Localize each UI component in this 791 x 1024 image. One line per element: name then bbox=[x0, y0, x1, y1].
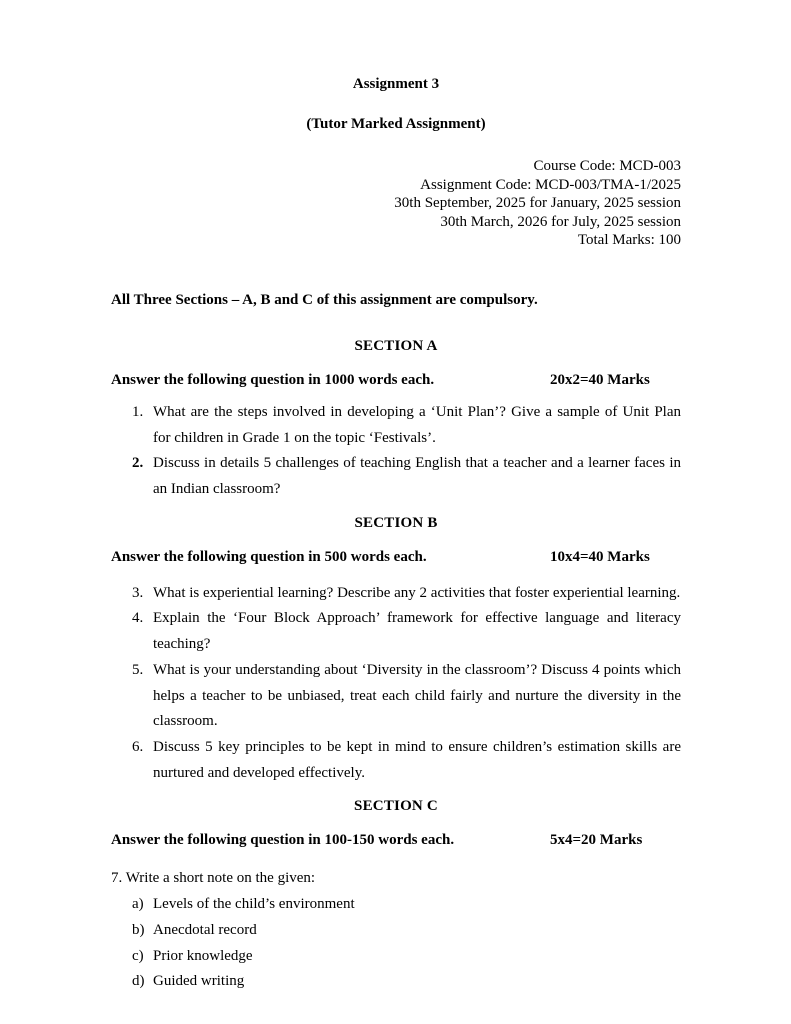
list-item bbox=[111, 892, 681, 918]
question-number: 5. bbox=[132, 661, 144, 678]
subitem-label: b) bbox=[132, 921, 145, 938]
subitem-text: Anecdotal record bbox=[153, 921, 257, 938]
question-item bbox=[111, 400, 681, 451]
section-a-marks: 20x2=40 Marks bbox=[550, 371, 650, 388]
section-b-question-list bbox=[111, 581, 681, 787]
question-text: What are the steps involved in developing a ‘Unit Plan’? Give a sample of Unit Plan for children in Grade 1 on the topic ‘Festivals’. bbox=[153, 403, 681, 446]
section-b-instruction-text: Answer the following question in 500 words each. bbox=[111, 548, 427, 565]
question-item bbox=[111, 606, 681, 657]
question-number: 3. bbox=[132, 584, 144, 601]
question-item bbox=[111, 581, 681, 607]
list-item bbox=[111, 918, 681, 944]
section-heading-c: SECTION C bbox=[354, 798, 438, 815]
subitem-label: c) bbox=[132, 947, 144, 964]
section-c-instruction-row bbox=[111, 830, 681, 850]
assignment-code: Assignment Code: MCD-003/TMA-1/2025 bbox=[420, 176, 681, 193]
due-date-january-session: 30th September, 2025 for January, 2025 session bbox=[394, 195, 681, 212]
total-marks: Total Marks: 100 bbox=[577, 232, 681, 249]
question-number: 6. bbox=[132, 739, 144, 755]
section-b-marks: 10x4=40 Marks bbox=[550, 548, 650, 565]
section-a-instruction-row bbox=[111, 370, 681, 390]
question-text: What is experiential learning? Describe any 2 activities that foster experiential learning. bbox=[153, 584, 681, 601]
question-text: Discuss 5 key principles to be kept in mind to ensure children’s estimation skills are nurtured and developed effectively. bbox=[153, 739, 681, 781]
question-text: What is your understanding about ‘Diversity in the classroom’? Discuss 4 points which helps a teacher to be unbiased, treat each child fairly and nurture the diversity in the classroom. bbox=[153, 661, 681, 730]
subitem-text: Guided writing bbox=[153, 973, 245, 990]
section-a-question-list bbox=[111, 400, 681, 503]
section-c-marks: 5x4=20 Marks bbox=[550, 832, 643, 849]
question-number: 1. bbox=[132, 403, 144, 420]
section-a-instruction-text: Answer the following question in 1000 words each. bbox=[111, 371, 435, 388]
subitem-text: Levels of the child’s environment bbox=[153, 896, 355, 913]
due-date-july-session: 30th March, 2026 for July, 2025 session bbox=[440, 213, 681, 230]
list-item bbox=[111, 969, 681, 995]
question-item bbox=[111, 658, 681, 735]
assignment-title: Assignment 3 bbox=[352, 76, 440, 92]
section-heading-a: SECTION A bbox=[354, 337, 438, 354]
course-code: Course Code: MCD-003 bbox=[533, 158, 681, 174]
question-text: Explain the ‘Four Block Approach’ framework for effective language and literacy teaching? bbox=[153, 610, 681, 653]
assignment-meta bbox=[111, 157, 681, 250]
question-number: 2. bbox=[132, 455, 144, 472]
section-c-instruction-text: Answer the following question in 100-150 words each. bbox=[111, 832, 455, 849]
document-body bbox=[111, 74, 681, 995]
section-heading-b: SECTION B bbox=[354, 514, 438, 531]
compulsory-note: All Three Sections – A, B and C of this assignment are compulsory. bbox=[111, 291, 538, 308]
section-c-intro: 7. Write a short note on the given: bbox=[111, 870, 316, 887]
subitem-label: d) bbox=[132, 973, 145, 990]
list-item bbox=[111, 944, 681, 970]
question-text: Discuss in details 5 challenges of teaching English that a teacher and a learner faces in an Indian classroom? bbox=[153, 455, 681, 498]
question-item bbox=[111, 451, 681, 502]
assignment-subtitle: (Tutor Marked Assignment) bbox=[306, 116, 486, 132]
question-number: 4. bbox=[132, 610, 144, 627]
section-b-instruction-row bbox=[111, 547, 681, 567]
section-c-subitem-list bbox=[111, 892, 681, 995]
question-item bbox=[111, 735, 681, 786]
subitem-label: a) bbox=[132, 896, 144, 913]
subitem-text: Prior knowledge bbox=[153, 947, 253, 964]
